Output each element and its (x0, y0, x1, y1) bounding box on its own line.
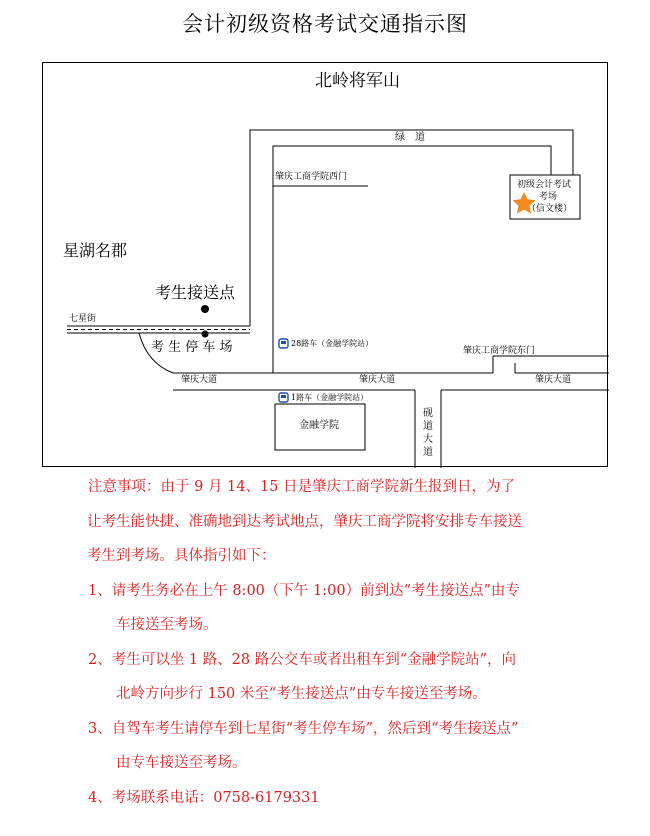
label-green-way: 绿 道 (395, 132, 425, 143)
label-exam-site-2: 考场 (539, 192, 558, 202)
notes-item-3-line-2: 由专车接送至考场。 (116, 755, 247, 771)
label-yandao-ave: 砚道大道 (423, 408, 433, 458)
notes-item-2-line-2: 北岭方向步行 150 米至“考生接送点”由专车接送至考场。 (116, 686, 487, 702)
label-mountain: 北岭将军山 (315, 71, 400, 91)
notes-item-1-line-2: 车接送至考场。 (116, 617, 218, 633)
notes-item-2-line-1: 2、考生可以坐 1 路、28 路公交车或者出租车到“金融学院站”，向 (88, 652, 517, 668)
label-bus-28: 28路车（金融学院站） (291, 339, 374, 348)
label-parking: 考 生 停 车 场 (151, 340, 233, 355)
notes-intro-line-1: 注意事项：由于 9 月 14、15 日是肇庆工商学院新生报到日，为了 (88, 479, 516, 495)
notes-intro-line-3: 考生到考场。具体指引如下： (87, 548, 276, 564)
green-way-outer (250, 130, 573, 311)
label-pickup: 考生接送点 (155, 283, 236, 302)
label-west-gate: 肇庆工商学院西门 (275, 172, 348, 182)
notes-item-3-line-1: 3、自驾车考生请停车到七星街“考生停车场”，然后到“考生接送点” (88, 721, 519, 737)
label-bus-1: 1路车（金融学院站） (291, 393, 369, 402)
notes-item-1-line-1: 1、请考生务必在上午 8:00（下午 1:00）前到达“考生接送点”由专 (88, 583, 520, 599)
label-east-gate: 肇庆工商学院东门 (463, 346, 536, 356)
label-zhaoqing-ave-mid: 肇庆大道 (359, 375, 396, 385)
traffic-map (42, 62, 608, 467)
label-zhaoqing-ave-left: 肇庆大道 (181, 375, 218, 385)
notes-intro-line-2: 让考生能快捷、准确地到达考试地点，肇庆工商学院将安排专车接送 (87, 514, 522, 530)
notes-item-4: 4、考场联系电话：0758-6179331 (88, 790, 320, 806)
label-exam-building: （信文楼） (527, 204, 573, 214)
label-exam-site: 初级会计考试 (517, 180, 572, 190)
parking-point (202, 331, 209, 338)
label-xinghu: 星湖名郡 (63, 241, 128, 260)
map-roads (43, 63, 609, 468)
label-qixing-street: 七星街 (69, 314, 97, 324)
page-title: 会计初级资格考试交通指示图 (182, 12, 468, 36)
label-finance-college: 金融学院 (299, 420, 339, 431)
bus-28-icon (279, 339, 288, 348)
bus-1-icon (279, 393, 288, 402)
label-zhaoqing-ave-right: 肇庆大道 (535, 375, 572, 385)
pickup-point (201, 305, 209, 313)
